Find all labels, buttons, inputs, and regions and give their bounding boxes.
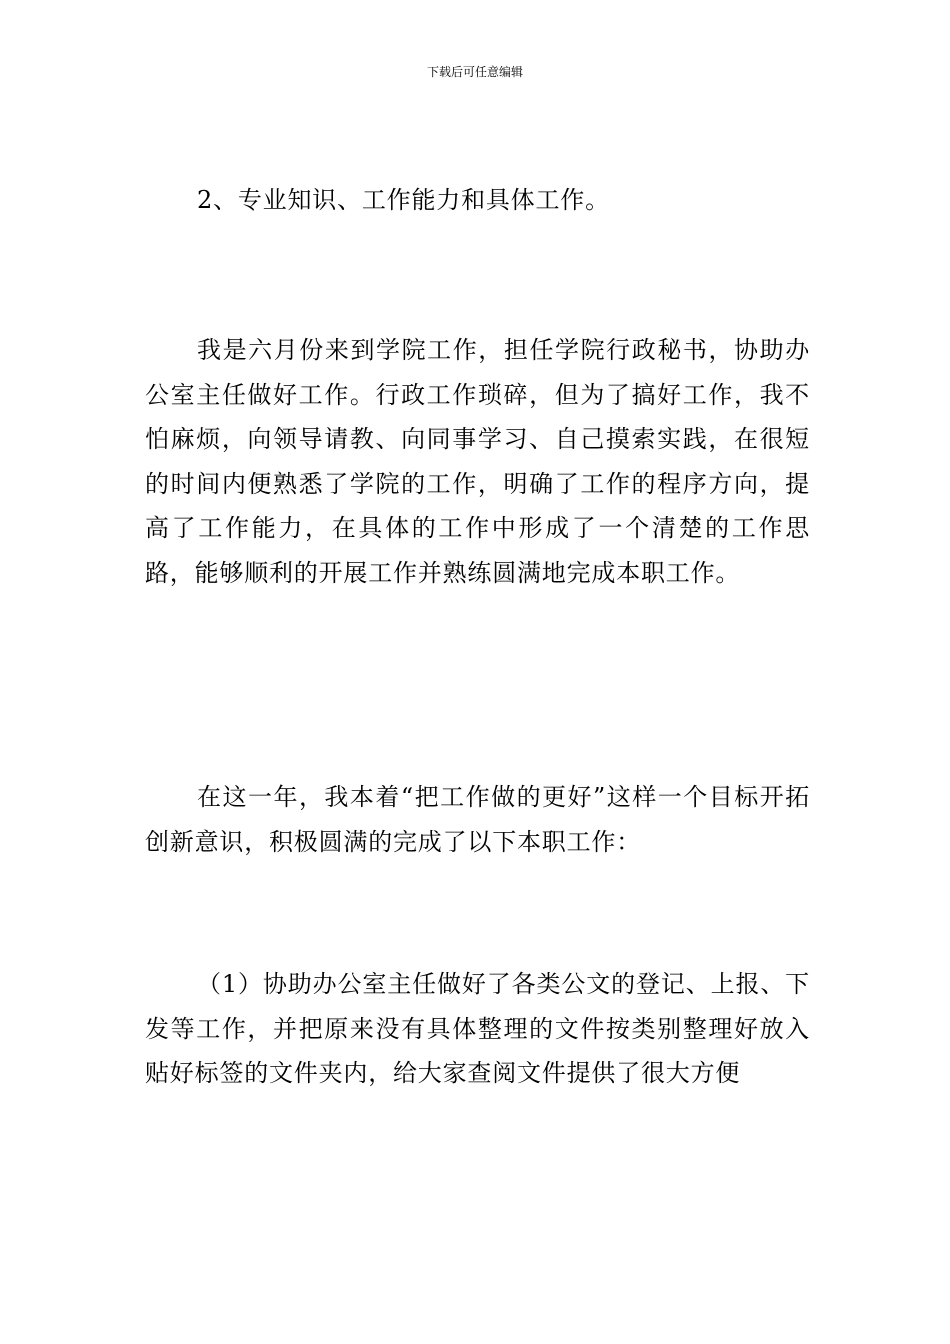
body-paragraph: （1）协助办公室主任做好了各类公文的登记、上报、下发等工作，并把原来没有具体整理的文件按类别整理好放入贴好标签的文件夹内，给大家查阅文件提供了很大方便 [145,970,810,1088]
page-header: 下载后可任意编辑 [426,65,523,79]
body-paragraph: 在这一年，我本着“把工作做的更好”这样一个目标开拓创新意识，积极圆满的完成了以下本职工作： [145,783,810,856]
section-heading: 2、专业知识、工作能力和具体工作。 [197,186,610,214]
body-paragraph: 我是六月份来到学院工作，担任学院行政秘书，协助办公室主任做好工作。行政工作琐碎，但为了搞好工作，我不怕麻烦，向领导请教、向同事学习、自己摸索实践，在很短的时间内便熟悉了学院的工作，明确了工作的程序方向，提高了工作能力，在具体的工作中形成了一个清楚的工作思路，能够顺利的开展工作并熟练圆满地完成本职工作。 [145,336,810,587]
